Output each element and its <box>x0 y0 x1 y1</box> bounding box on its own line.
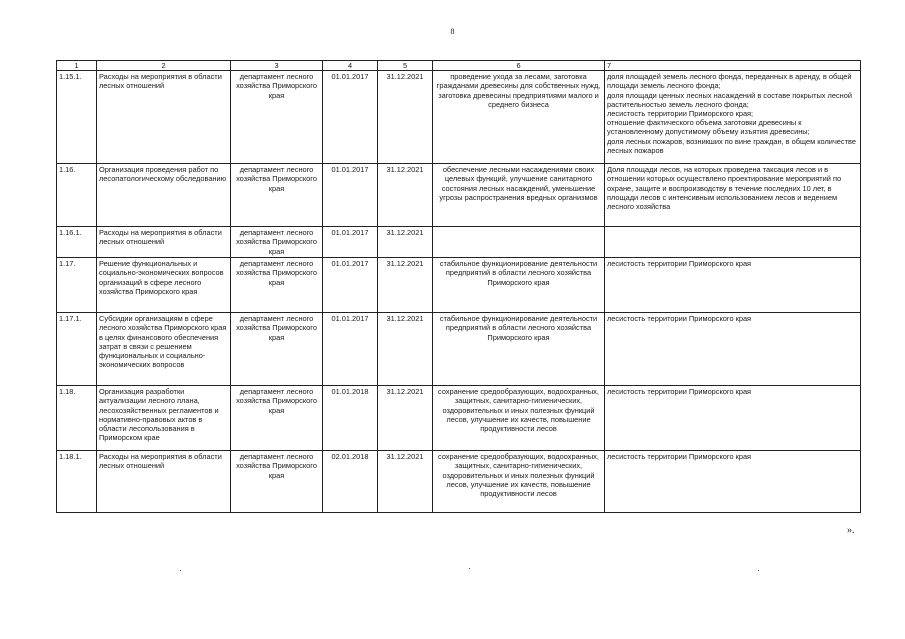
indicator-line: лесистость территории Приморского края <box>607 314 752 324</box>
indicator-line: доля площади ценных лесных насаждений в составе покрытых лесной растительностью земель лесного фонда; <box>607 90 852 109</box>
scan-speck <box>469 568 470 569</box>
header-row <box>57 61 861 71</box>
end-date: 31.12.2021 <box>378 164 433 227</box>
start-date: 01.01.2017 <box>323 227 378 258</box>
indicator-line: доля лесных пожаров, возникших по вине граждан, в общем количестве лесных пожаров <box>607 136 856 155</box>
responsible-executor: департамент лесного хозяйства Приморского края <box>231 227 323 258</box>
end-date: 31.12.2021 <box>378 451 433 513</box>
measure-name: Расходы на мероприятия в области лесных отношений <box>97 71 231 164</box>
target-indicators <box>605 386 861 451</box>
indicator-line: лесистость территории Приморского края <box>607 452 752 462</box>
table-row <box>57 386 861 451</box>
table-row <box>57 451 861 513</box>
start-date: 01.01.2017 <box>323 71 378 164</box>
expected-result: стабильное функционирование деятельности предприятий в области лесного хозяйства Приморского края <box>433 258 605 313</box>
row-number: 1.17. <box>57 258 97 313</box>
column-header-6: 6 <box>433 61 605 71</box>
measure-name: Решение функциональных и социально-экономических вопросов организаций в сфере лесного хозяйства Приморского края <box>97 258 231 313</box>
responsible-executor: департамент лесного хозяйства Приморского края <box>231 164 323 227</box>
row-number: 1.17.1. <box>57 313 97 386</box>
table-row <box>57 313 861 386</box>
column-header-5: 5 <box>378 61 433 71</box>
end-date: 31.12.2021 <box>378 227 433 258</box>
indicator-line: доля площадей земель лесного фонда, переданных в аренду, в общей площади земель лесного фонда; <box>607 72 852 91</box>
measure-name: Организация проведения работ по лесопатологическому обследованию <box>97 164 231 227</box>
row-number: 1.15.1. <box>57 71 97 164</box>
target-indicators <box>605 451 861 513</box>
column-header-2: 2 <box>97 61 231 71</box>
measure-name: Расходы на мероприятия в области лесных отношений <box>97 227 231 258</box>
measure-name: Расходы на мероприятия в области лесных отношений <box>97 451 231 513</box>
end-date: 31.12.2021 <box>378 258 433 313</box>
responsible-executor: департамент лесного хозяйства Приморского края <box>231 451 323 513</box>
measure-name: Субсидии организациям в сфере лесного хозяйства Приморского края в целях финансового обеспечения затрат в связи с решением функциональных и социально-экономических вопросов <box>97 313 231 386</box>
column-header-3: 3 <box>231 61 323 71</box>
start-date: 02.01.2018 <box>323 451 378 513</box>
target-indicators <box>605 313 861 386</box>
indicator-line: Доля площади лесов, на которых проведена таксация лесов и в отношении которых осуществлено проектирование мероприятий по охране, защите и воспроизводству в течение последних 10 лет, в площади лесов с интенсивным использованием лесов и ведением лесного хозяйства <box>607 165 842 212</box>
column-header-4: 4 <box>323 61 378 71</box>
indicator-line: отношение фактического объема заготовки древесины к установленному допустимому объему изъятия древесины; <box>607 118 810 137</box>
responsible-executor: департамент лесного хозяйства Приморского края <box>231 313 323 386</box>
end-date: 31.12.2021 <box>378 71 433 164</box>
scan-speck <box>758 570 759 571</box>
expected-result: обеспечение лесными насаждениями своих целевых функций, улучшение санитарного состояния лесных насаждений, уменьшение угрозы распространения вредных организмов <box>433 164 605 227</box>
table-row <box>57 164 861 227</box>
expected-result: сохранение средообразующих, водоохранных, защитных, санитарно-гигиенических, оздоровительных и иных полезных функций лесов, улучшение их качеств, повышение продуктивности лесов <box>433 386 605 451</box>
indicator-line: лесистость территории Приморского края <box>607 259 752 269</box>
table-row <box>57 258 861 313</box>
responsible-executor: департамент лесного хозяйства Приморского края <box>231 71 323 164</box>
indicator-line: лесистость территории Приморского края <box>607 387 752 397</box>
start-date: 01.01.2017 <box>323 313 378 386</box>
table-row <box>57 227 861 258</box>
page-number: 8 <box>450 27 455 36</box>
start-date: 01.01.2018 <box>323 386 378 451</box>
row-number: 1.18. <box>57 386 97 451</box>
table-row <box>57 71 861 164</box>
end-date: 31.12.2021 <box>378 386 433 451</box>
measures-table <box>56 60 861 513</box>
expected-result: проведение ухода за лесами, заготовка гражданами древесины для собственных нужд, заготовка древесины предприятиями малого и среднего бизнеса <box>433 71 605 164</box>
measure-name: Организация разработки актуализации лесного плана, лесохозяйственных регламентов и нормативно-правовых актов в области лесопользования в Приморском крае <box>97 386 231 451</box>
start-date: 01.01.2017 <box>323 258 378 313</box>
responsible-executor: департамент лесного хозяйства Приморского края <box>231 386 323 451</box>
target-indicators <box>605 227 861 258</box>
target-indicators <box>605 258 861 313</box>
scan-speck <box>180 570 181 571</box>
row-number: 1.16. <box>57 164 97 227</box>
row-number: 1.16.1. <box>57 227 97 258</box>
target-indicators <box>605 71 861 164</box>
closing-quote-mark: ». <box>847 525 855 536</box>
end-date: 31.12.2021 <box>378 313 433 386</box>
expected-result: сохранение средообразующих, водоохранных, защитных, санитарно-гигиенических, оздоровительных и иных полезных функций лесов, улучшение их качеств, повышение продуктивности лесов <box>433 451 605 513</box>
start-date: 01.01.2017 <box>323 164 378 227</box>
responsible-executor: департамент лесного хозяйства Приморского края <box>231 258 323 313</box>
target-indicators <box>605 164 861 227</box>
expected-result <box>433 227 605 258</box>
expected-result: стабильное функционирование деятельности предприятий в области лесного хозяйства Приморского края <box>433 313 605 386</box>
indicator-line: лесистость территории Приморского края; <box>607 109 754 119</box>
column-header-1: 1 <box>57 61 97 71</box>
column-header-7: 7 <box>605 61 861 71</box>
row-number: 1.18.1. <box>57 451 97 513</box>
